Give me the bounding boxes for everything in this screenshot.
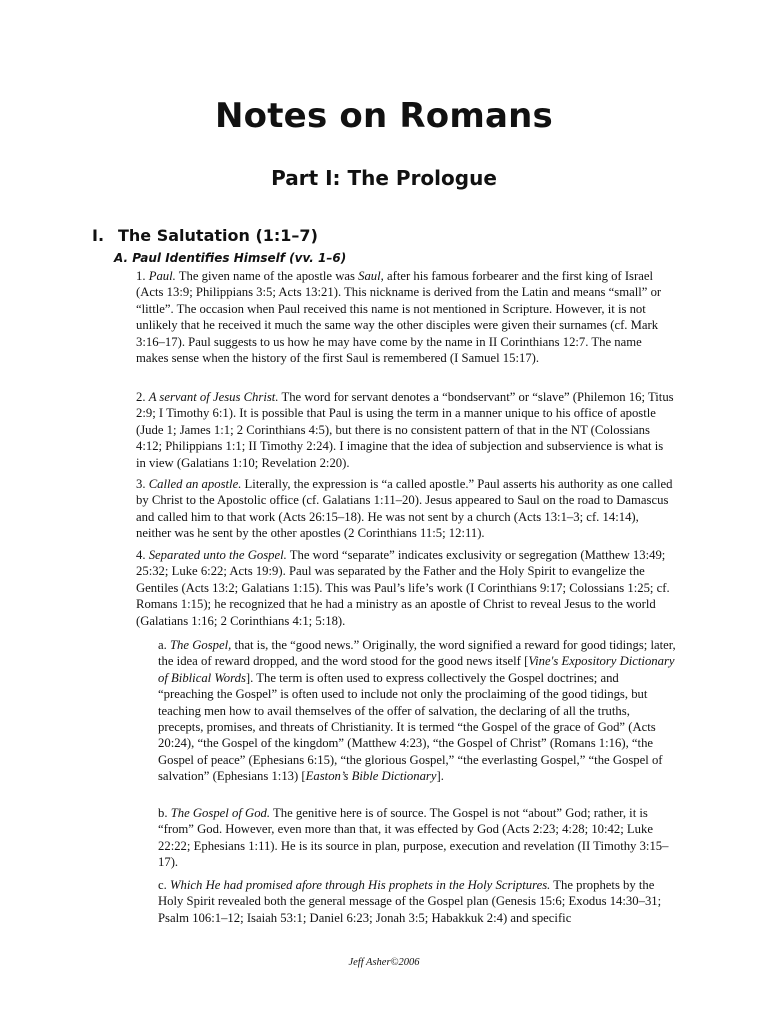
- subitem-source: Vine's Expository Dictionary of Biblical Words: [158, 654, 675, 685]
- subitem-text: The genitive here is of source. The Gospel is not “about” God; rather, it is “from” God. However, even more than that, it was effected by God (Acts 2:23; 4:28; 10:42; Luke 22:22; Ephesians 1:11). He is its source in plan, purpose, execution and revelation (II Timothy 3:15–17).: [158, 806, 669, 870]
- note-subitem-c: [158, 877, 676, 926]
- note-subitem-a: [158, 637, 676, 785]
- item-term: Called an apostle.: [148, 477, 242, 491]
- item-term: Separated unto the Gospel.: [148, 548, 287, 562]
- section-number: I.: [92, 226, 105, 245]
- item-marker: 3.: [136, 477, 146, 491]
- part-title: Part I: The Prologue: [271, 166, 497, 190]
- item-term: A servant of Jesus Christ.: [148, 390, 279, 404]
- subitem-term: The Gospel,: [169, 638, 232, 652]
- item-text: The word for servant denotes a “bondservant” or “slave” (Philemon 16; Titus 2:9; I Timothy 6:1). It is possible that Paul is using the term in a manner unique to his office of apostle (Jude 1; James 1:1; 2 Corinthians 4:5), but there is no consistent pattern of that in the NT (Colossians 4:12; Philippians 1:1; II Timothy 2:24). I imagine that the idea of subjection and subservience is what is in view (Galatians 1:10; Revelation 2:20).: [136, 390, 674, 470]
- section-heading: [92, 226, 318, 245]
- subitem-marker: b.: [158, 806, 168, 820]
- item-text: The given name of the apostle was: [175, 269, 359, 283]
- item-marker: 2.: [136, 390, 146, 404]
- note-item-3: [136, 476, 676, 542]
- item-italic-name: Saul,: [358, 269, 384, 283]
- subitem-text: ].: [436, 769, 444, 784]
- page-footer: Jeff Asher©2006: [348, 957, 420, 968]
- subsection-heading: A. Paul Identifies Himself (vv. 1–6): [114, 251, 347, 265]
- note-item-4: [136, 547, 676, 629]
- section-title: The Salutation (1:1–7): [118, 226, 318, 245]
- subitem-term: Which He had promised afore through His prophets in the Holy Scriptures.: [169, 878, 551, 892]
- item-marker: 1.: [136, 269, 146, 283]
- subitem-term: The Gospel of God.: [170, 806, 271, 820]
- subitem-text: ]. The term is often used to express collectively the Gospel doctrines; and “preaching the Gospel” is often used to include not only the proclaiming of the good tidings, but teaching men how to avail themselves of the offer of salvation, the declaring of all the truths, precepts, promises, and threats of Christianity. It is termed “the Gospel of the grace of God” (Acts 20:24), “the Gospel of the kingdom” (Matthew 4:23), “the Gospel of Christ” (Romans 1:16), “the Gospel of peace” (Ephesians 6:15), “the glorious Gospel,” “the everlasting Gospel,” “the Gospel of salvation” (Ephesians 1:13) [: [158, 670, 663, 784]
- note-subitem-b: [158, 805, 676, 871]
- item-text: The word “separate” indicates exclusivity or segregation (Matthew 13:49; 25:32; Luke 6:22; Acts 19:9). Paul was separated by the Father and the Holy Spirit to evangelize the Gentiles (Acts 13:2; Galatians 1:15). This was Paul’s life’s work (I Corinthians 9:17; Colossians 1:25; cf. Romans 1:15); he recognized that he had a ministry as an apostle of Christ to reveal Jesus to the world (Galatians 1:16; 2 Corinthians 4:1; 5:18).: [136, 548, 670, 628]
- item-text: Literally, the expression is “a called apostle.” Paul asserts his authority as one called by Christ to the Apostolic office (cf. Galatians 1:11–20). Jesus appeared to Saul on the road to Damascus and called him to that work (Acts 26:15–18). He was not sent by a church (Acts 13:1–3; cf. 14:14), neither was he sent by the other apostles (2 Corinthians 11:5; 12:11).: [136, 477, 673, 541]
- subitem-marker: a.: [158, 638, 167, 652]
- note-item-1: [136, 268, 676, 366]
- subitem-text: The prophets by the Holy Spirit revealed both the general message of the Gospel plan (Genesis 15:6; Exodus 14:30–31; Psalm 106:1–12; Isaiah 53:1; Daniel 6:23; Jonah 3:5; Habakkuk 2:4) and specific: [158, 878, 662, 925]
- item-term: Paul.: [148, 269, 176, 283]
- document-title: Notes on Romans: [215, 96, 553, 136]
- subitem-source: Easton’s Bible Dictionary: [305, 769, 437, 784]
- item-marker: 4.: [136, 548, 146, 562]
- subitem-text: that is, the “good news.” Originally, the word signified a reward for good tidings; later, the idea of reward dropped, and the word stood for the good news itself [: [158, 638, 676, 669]
- subitem-marker: c.: [158, 878, 167, 892]
- item-text: after his famous forbearer and the first king of Israel (Acts 13:9; Philippians 3:5; Acts 13:21). This nickname is derived from the Latin and means “small” or “little”. The occasion when Paul received this name is not mentioned in Scripture. However, it is not unlikely that he received it much the same way the other disciples were given their surnames (cf. Mark 3:16–17). Paul suggests to us how he may have come by the name in II Corinthians 12:7. The name makes sense when the history of the first Saul is remembered (I Samuel 15:17).: [136, 269, 662, 366]
- note-item-2: [136, 389, 676, 471]
